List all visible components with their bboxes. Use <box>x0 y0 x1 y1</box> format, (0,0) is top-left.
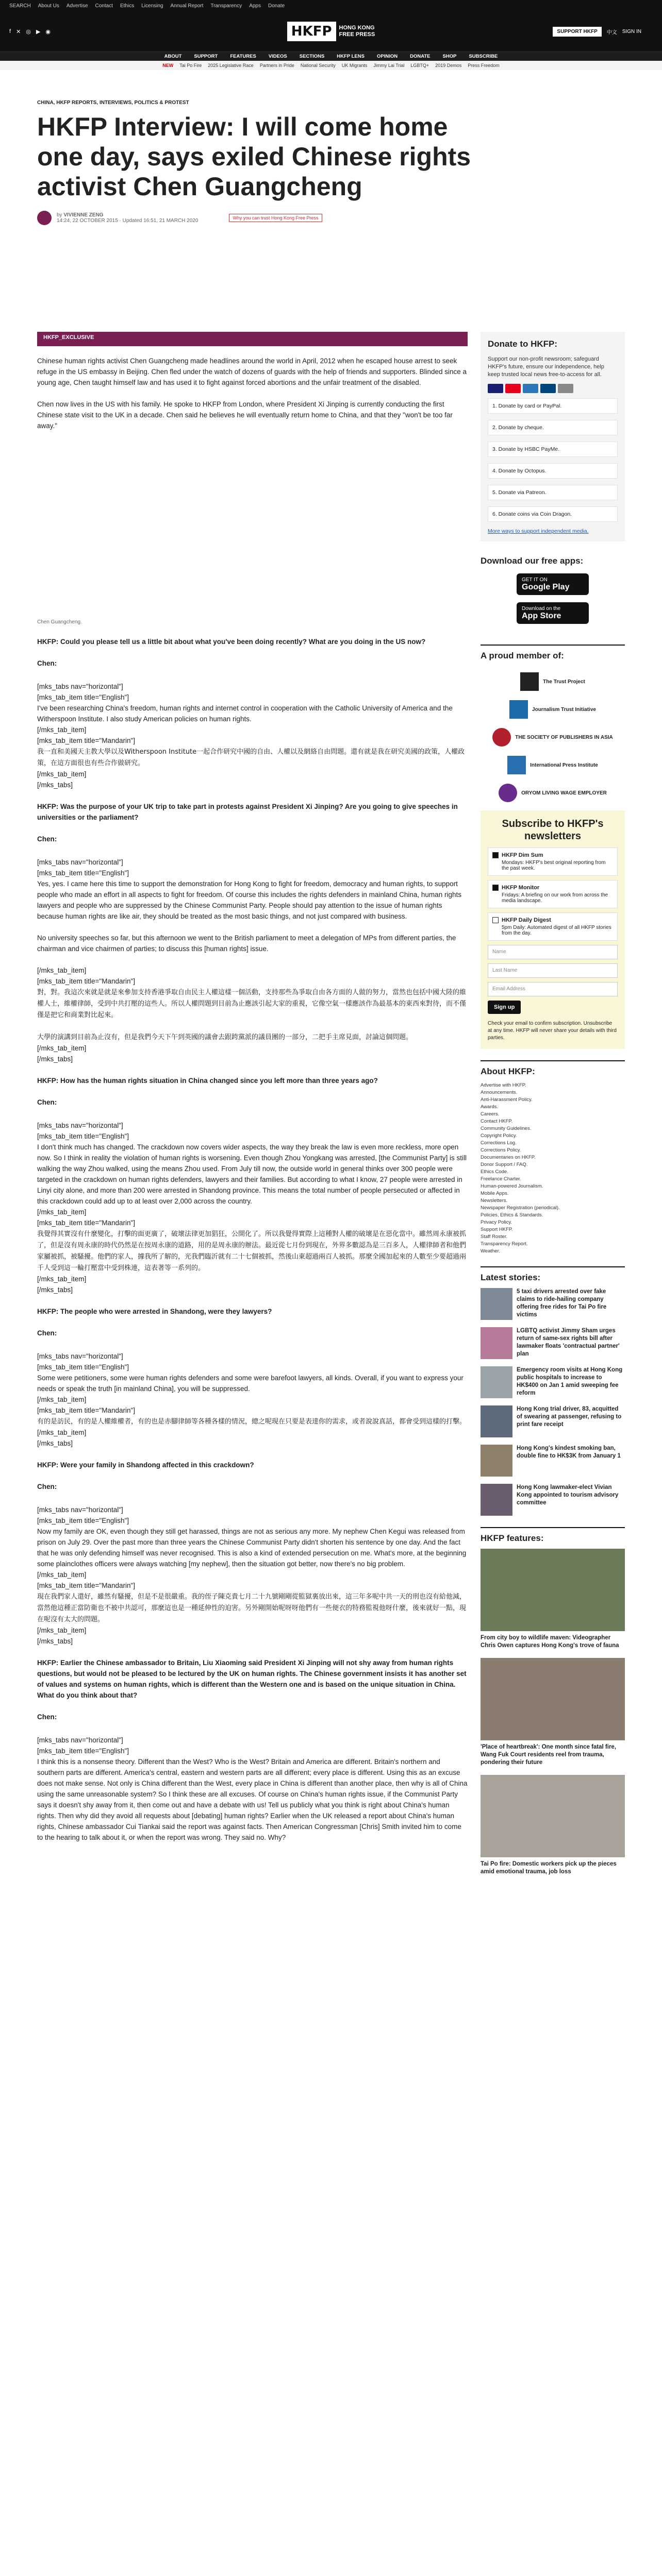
social-icons <box>9 28 51 35</box>
feature-story[interactable]: Tai Po fire: Domestic workers pick up the pieces amid emotional trauma, job loss <box>481 1775 625 1876</box>
site-logo[interactable] <box>287 22 375 41</box>
logo-mark: HKFP <box>287 22 336 41</box>
answer-en: Yes, yes. I came here this time to support the demonstration for Hong Kong to fight for freedom, democracy and human rights, to support people who made an effort in all aspects to fight for freedom. Of course this includes the rights defenders in mainland China, human rights lawyers and people who are suppressed by the Chinese Communist Party. People should pay attention to the issue of human rights because human rights are like air, they should be treated as the most basic things, and not just compared with business. <box>37 880 461 920</box>
shortcode: [mks_tab_item title="English"] <box>37 869 129 877</box>
story-thumbnail <box>481 1484 512 1516</box>
support-hkfp-button[interactable]: SUPPORT HKFP <box>553 27 601 37</box>
twitter-icon[interactable]: ✕ <box>16 28 21 35</box>
newsletter-option[interactable]: HKFP Daily Digest 5pm Daily: Automated digest of all HKFP stories from the day. <box>488 912 618 941</box>
about-link[interactable]: Newsletters. <box>481 1198 508 1204</box>
speaker-label: Chen: <box>37 835 57 843</box>
member-logo[interactable]: The Trust Project <box>481 670 625 693</box>
about-link[interactable]: Weather. <box>481 1248 500 1254</box>
feature-image <box>481 1549 625 1631</box>
nav-subscribe[interactable]: SUBSCRIBE <box>469 54 498 59</box>
story-thumbnail <box>481 1366 512 1398</box>
shortcode: [mks_tab_item title="Mandarin"] <box>37 1406 136 1414</box>
answer-zh: 我覺得其實沒有什麼變化，打擊的面更廣了，破壞法律更加猖狂，公開化了。所以我覺得實際上這種對人權的破壞是在惡化當中。雖然周永康被抓了，但是沒有周永康的時代仍然是在按周永康的道路，用的是周永康的辦法。最近從七月份到現在，外界多數認為是三百多人，人權律師者和他們家屬被抓，被騷擾。他們的家人，據我所了解的，光我們臨沂就有二十七個被抓，然後山東超過兩百人被抓。那麼全國加起來的人數至少要超過兩千人受到這一輪打壓當中受到株連，這表著等一系列的。 <box>37 1230 467 1272</box>
page-wrap <box>37 100 625 1875</box>
shortcode: [/mks_tabs] <box>37 1637 73 1645</box>
about-title: About HKFP: <box>481 1060 625 1077</box>
article-body <box>37 332 468 1854</box>
byline: by VIVIENNE ZENG 14:24, 22 OCTOBER 2015 · Updated 16:51, 21 MARCH 2020 Why you can trust Hong Kong Free Press <box>37 211 625 225</box>
shortcode: [/mks_tab_item] <box>37 1626 87 1634</box>
donate-option[interactable]: 3. Donate by HSBC PayMe. <box>488 442 618 457</box>
answer-zh: 現在我們家人還好，雖然有騷擾，但是不是很嚴重。我的侄子陳克貴七月二十九號剛剛從監獄裏放出來，這三年多呢中共一天的刑也沒有給他減，當然他這種正當防衛也不被中共認可，那麼這也是一種延伸性的迫害。另外剛開始呢呀呀他們有一些便衣的特務監視他呀什麼，後來就好一點，現在呢沒有太大的問題。 <box>37 1593 467 1623</box>
new-badge: NEW <box>162 63 174 68</box>
author-name[interactable]: VIVIENNE ZENG <box>63 212 104 218</box>
question: HKFP: How has the human rights situation in China changed since you left more than three years ago? <box>37 1077 378 1084</box>
about-link[interactable]: Careers. <box>481 1111 500 1117</box>
trending-item[interactable]: Jimmy Lai Trial <box>373 63 405 68</box>
shortcode: [mks_tab_item title="English"] <box>37 1363 129 1371</box>
donate-option[interactable]: 2. Donate by cheque. <box>488 420 618 435</box>
member-logo[interactable]: Journalism Trust Initiative <box>481 698 625 721</box>
shortcode: [/mks_tab_item] <box>37 1429 87 1436</box>
trust-link[interactable]: Why you can trust Hong Kong Free Press <box>229 214 322 222</box>
shortcode: [mks_tab_item title="Mandarin"] <box>37 1582 136 1589</box>
about-link[interactable]: Freelance Charter. <box>481 1176 521 1182</box>
masthead <box>0 11 662 52</box>
trending-item[interactable]: Partners in Pride <box>259 63 294 68</box>
about-link[interactable]: Awards. <box>481 1104 499 1110</box>
main-nav <box>0 52 662 61</box>
shortcode: [mks_tab_item title="English"] <box>37 1517 129 1524</box>
latest-story[interactable]: 5 taxi drivers arrested over fake claims to ride-hailing company offering free rides for Tai Po fire victims <box>481 1288 625 1320</box>
shortcode: [/mks_tabs] <box>37 1439 73 1447</box>
trending-item[interactable]: Press Freedom <box>468 63 500 68</box>
email-field[interactable]: Email Address <box>488 982 618 996</box>
app-store-badge[interactable]: Download on the App Store <box>517 602 589 624</box>
about-link[interactable]: Donor Support / FAQ. <box>481 1162 528 1167</box>
trust-project-icon <box>520 672 539 691</box>
checkbox-icon[interactable] <box>492 917 499 923</box>
latest-story[interactable]: Hong Kong's kindest smoking ban, double fine to HK$3K from January 1 <box>481 1445 625 1477</box>
about-link[interactable]: Copyright Policy. <box>481 1133 517 1139</box>
donate-option[interactable]: 5. Donate via Patreon. <box>488 485 618 500</box>
shortcode: [mks_tabs nav="horizontal"] <box>37 1122 123 1129</box>
sopa-icon <box>492 728 511 747</box>
member-logo[interactable]: THE SOCIETY OF PUBLISHERS IN ASIA <box>481 726 625 749</box>
rss-icon[interactable]: ◉ <box>45 28 51 35</box>
ipi-icon <box>507 756 526 774</box>
shortcode: [mks_tab_item title="Mandarin"] <box>37 1219 136 1227</box>
checkbox-icon[interactable] <box>492 885 499 891</box>
member-logo[interactable]: International Press Institute <box>481 754 625 776</box>
ethics-link[interactable]: Ethics <box>120 3 135 9</box>
about-link[interactable]: Announcements. <box>481 1090 518 1095</box>
nav-shop[interactable]: SHOP <box>442 54 457 59</box>
member-title: A proud member of: <box>481 645 625 661</box>
speaker-label: Chen: <box>37 1483 57 1490</box>
answer-en: Now my family are OK, even though they still get harassed, things are not as serious any more. My nephew Chen Kegui was released from prison on July 29. Over the past more than three years the Chinese Communist Party didn't shorten his sentence by one day. And the fact that he was only defending himself was never recognised. This is also a kind of extended persecution on me. What's more, at the beginning some plainclothes officers were always watching [my nephew], then the situation got better, now there's no big problem. <box>37 1528 467 1568</box>
logo-line-2: FREE PRESS <box>339 31 375 38</box>
shortcode: [mks_tabs nav="horizontal"] <box>37 1352 123 1360</box>
nav-opinion[interactable]: OPINION <box>376 54 398 59</box>
about-link[interactable]: Policies, Ethics & Standards. <box>481 1212 543 1218</box>
visa-icon <box>488 384 503 393</box>
question: HKFP: The people who were arrested in Shandong, were they lawyers? <box>37 1308 272 1315</box>
donate-intro[interactable]: Support our non-profit newsroom; safeguard HKFP's future, ensure our independence, help keep trusted local news free-to-access for all. <box>488 356 604 378</box>
nav-videos[interactable]: VIDEOS <box>268 54 287 59</box>
answer-en: No university speeches so far, but this afternoon we went to the British parliament to meet a delegation of MPs from different parties, the chairman and vice chairmen of parties; to discuss this [human rights] issue. <box>37 934 456 953</box>
story-thumbnail <box>481 1288 512 1320</box>
about-link[interactable]: Ethics Code. <box>481 1169 508 1175</box>
answer-en: Some were petitioners, some were human rights defenders and some were barefoot lawyers, all kinds. Overall, if you want to express your needs or speak the truth [in mainland China], you will be suppressed. <box>37 1374 464 1393</box>
latest-story[interactable]: Hong Kong lawmaker-elect Vivian Kong appointed to tourism advisory committee <box>481 1484 625 1516</box>
trending-item[interactable]: Tai Po Fire <box>179 63 202 68</box>
shortcode: [/mks_tabs] <box>37 781 73 789</box>
speaker-label: Chen: <box>37 1713 57 1721</box>
latest-story[interactable]: Emergency room visits at Hong Kong public hospitals to increase to HK$400 on Jan 1 amid sweeping fee reform <box>481 1366 625 1398</box>
member-logo[interactable]: ORYOM LIVING WAGE EMPLOYER <box>481 782 625 804</box>
story-thumbnail <box>481 1445 512 1477</box>
exclusive-badge: HKFP_EXCLUSIVE <box>37 332 468 343</box>
article-categories[interactable]: CHINA, HKFP REPORTS, INTERVIEWS, POLITICS & PROTEST <box>37 100 189 106</box>
donate-link[interactable]: Donate <box>268 3 285 9</box>
donate-option[interactable]: 6. Donate coins via Coin Dragon. <box>488 506 618 522</box>
trending-item[interactable]: National Security <box>300 63 336 68</box>
newsletter-title: Subscribe to HKFP's newsletters <box>502 818 604 842</box>
donate-option[interactable]: 4. Donate by Octopus. <box>488 463 618 479</box>
checkbox-icon[interactable] <box>492 852 499 858</box>
transparency-link[interactable]: Transparency <box>210 3 242 9</box>
about-section <box>481 1060 625 1255</box>
image-caption: Chen Guangcheng. <box>37 619 82 625</box>
annual-report-link[interactable]: Annual Report <box>170 3 204 9</box>
shortcode: [mks_tabs nav="horizontal"] <box>37 683 123 690</box>
shortcode: [/mks_tabs] <box>37 1286 73 1294</box>
apps-link[interactable]: Apps <box>249 3 261 9</box>
shortcode: [mks_tabs nav="horizontal"] <box>37 1506 123 1514</box>
speaker-label: Chen: <box>37 659 57 667</box>
trending-item[interactable]: 2019 Demos <box>435 63 462 68</box>
more-ways-link[interactable]: More ways to support independent media. <box>488 528 589 534</box>
trending-item[interactable]: UK Migrants <box>341 63 368 68</box>
about-link[interactable]: Mobile Apps. <box>481 1191 509 1196</box>
author-avatar[interactable] <box>37 211 52 225</box>
speaker-label: Chen: <box>37 1098 57 1106</box>
latest-story[interactable]: LGBTQ activist Jimmy Sham urges return of same-sex rights bill after lawmaker floats 'contractual partner' plan <box>481 1327 625 1359</box>
feature-story[interactable]: 'Place of heartbreak': One month since fatal fire, Wang Fuk Court residents reel from trauma, pondering their future <box>481 1658 625 1767</box>
contact-link[interactable]: Contact <box>95 3 113 9</box>
amex-icon <box>523 384 538 393</box>
language-switch[interactable]: 中文 <box>606 29 617 36</box>
search-link[interactable]: SEARCH <box>9 3 31 9</box>
feature-image <box>481 1658 625 1740</box>
answer-en: I don't think much has changed. The crackdown now covers wider aspects, the way they break the law is even more reckless, more open now. So I think in reality the violation of human rights is worsening. Even though Zhou Yongkang was arrested, [the Communist Party] is still walking the way Zhou walked, using the means Zhou used. From July till now, the outside world in general thinks over 300 people were targeted in the crackdown on human rights defenders, lawyers and their families. But according to what I know, 27 people were arrested in Linyi city alone, and more than 200 were arrested in Shandong province. This means the total number of people persecuted or affected in this crackdown could add up to at least over 2,000 across the country. <box>37 1143 467 1205</box>
question: HKFP: Were your family in Shandong affected in this crackdown? <box>37 1461 254 1469</box>
latest-section <box>481 1266 625 1516</box>
trending-bar <box>0 61 662 70</box>
shortcode: [mks_tabs nav="horizontal"] <box>37 858 123 866</box>
answer-zh: 我一直和美國天主教大學以及Witherspoon Institute一起合作研究中國的自由、人權以及網絡自由問題。還有就是我在研究美國的政策，人權政策，在這方面很也有些合作做研究。 <box>37 748 465 767</box>
about-link[interactable]: Newspaper Registration (periodical). <box>481 1205 560 1211</box>
signup-button[interactable]: Sign up <box>488 1001 521 1014</box>
donate-box <box>481 332 625 541</box>
youtube-icon[interactable]: ▶ <box>36 28 41 35</box>
licensing-link[interactable]: Licensing <box>141 3 163 9</box>
features-title: HKFP features: <box>481 1527 625 1544</box>
newsletter-option[interactable]: HKFP Dim Sum Mondays: HKFP's best original reporting from the past week. <box>488 848 618 876</box>
latest-title: Latest stories: <box>481 1266 625 1283</box>
sidebar <box>481 332 625 1884</box>
story-thumbnail <box>481 1405 512 1437</box>
shortcode: [mks_tab_item title="Mandarin"] <box>37 977 136 985</box>
about-link[interactable]: Privacy Policy. <box>481 1219 512 1225</box>
shortcode: [/mks_tab_item] <box>37 770 87 778</box>
facebook-icon[interactable]: f <box>9 28 11 35</box>
about-link[interactable]: Corrections Policy. <box>481 1147 521 1153</box>
donate-option[interactable]: 1. Donate by card or PayPal. <box>488 398 618 414</box>
sign-in-link[interactable]: SIGN IN <box>622 28 641 35</box>
shortcode: [/mks_tab_item] <box>37 1275 87 1283</box>
feature-image <box>481 1775 625 1857</box>
answer-zh: 大學的演講到目前為止沒有，但是我們今天下午到英國的議會去跟跨黨派的議員團的一部分，二把手主席見面，討論這個問題。 <box>37 1033 413 1041</box>
about-link[interactable]: Documentaries on HKFP. <box>481 1155 536 1160</box>
latest-story[interactable]: Hong Kong trial driver, 83, acquitted of swearing at passenger, refusing to print fare receipt <box>481 1405 625 1437</box>
shortcode: [/mks_tab_item] <box>37 1396 87 1403</box>
shortcode: [mks_tab_item title="English"] <box>37 693 129 701</box>
question: HKFP: Earlier the Chinese ambassador to Britain, Liu Xiaoming said President Xi Jinping will not shy away from human rights questions, but would not be pleased to be lectured by the UK on human rights. The Chinese government insists it has another set of values and systems on human rights, which is different than the Western one and is based on the unique situation in China. What do you think about that? <box>37 1659 467 1699</box>
last-name-field[interactable]: Last Name <box>488 963 618 978</box>
nav-about[interactable]: ABOUT <box>164 54 182 59</box>
newsletter-note: Check your email to confirm subscription. Unsubscribe at any time. HKFP will never share your details with third parties. <box>488 1021 617 1041</box>
shortcode: [mks_tabs nav="horizontal"] <box>37 1736 123 1744</box>
intro-paragraph: Chen now lives in the US with his family. He spoke to HKFP from London, where President Xi Jinping is currently conducting the first Chinese state visit to the UK in a decade. Chen said he believes he will eventually return home to China, and that they "won't be too far away." <box>37 400 453 430</box>
shortcode: [/mks_tab_item] <box>37 726 87 734</box>
about-link[interactable]: Anti-Harassment Policy. <box>481 1097 533 1103</box>
feature-story[interactable]: From city boy to wildlife maven: Videographer Chris Owen captures Hong Kong's trove of fauna <box>481 1549 625 1650</box>
unionpay-icon <box>558 384 573 393</box>
donate-title: Donate to HKFP: <box>488 339 558 349</box>
about-link[interactable]: About Us <box>38 3 59 9</box>
apps-title: Download our free apps: <box>481 556 584 566</box>
newsletter-option[interactable]: HKFP Monitor Fridays: A briefing on our work from across the media landscape. <box>488 880 618 908</box>
newsletter-box <box>481 810 625 1049</box>
first-name-field[interactable]: Name <box>488 945 618 959</box>
living-wage-icon <box>499 784 517 802</box>
shortcode: [/mks_tab_item] <box>37 967 87 974</box>
about-link[interactable]: Corrections Log. <box>481 1140 517 1146</box>
about-link[interactable]: Community Guidelines. <box>481 1126 532 1131</box>
shortcode: [/mks_tab_item] <box>37 1044 87 1052</box>
instagram-icon[interactable]: ◎ <box>26 28 31 35</box>
intro-paragraph: Chinese human rights activist Chen Guangcheng made headlines around the world in April, 2012 when he escaped house arrest to seek refuge in the US embassy in Beijing. Chen fled under the watch of dozens of guards with the help of friends and supporters. Blinded since a young age, Chen taught himself law and has used it to fight against forced abortions and the unfair treatment of the disabled. <box>37 357 467 386</box>
shortcode: [mks_tab_item title="English"] <box>37 1747 129 1755</box>
about-link[interactable]: Contact HKFP. <box>481 1118 513 1124</box>
question: HKFP: Was the purpose of your UK trip to take part in protests against President Xi Jinping? Are you going to give speeches in universities or the parliament? <box>37 803 458 821</box>
nav-donate[interactable]: DONATE <box>410 54 431 59</box>
shortcode: [mks_tab_item title="Mandarin"] <box>37 737 136 744</box>
nav-sections[interactable]: SECTIONS <box>299 54 325 59</box>
logo-line-1: HONG KONG <box>339 25 375 31</box>
features-section <box>481 1527 625 1876</box>
google-play-badge[interactable]: GET IT ON Google Play <box>517 573 589 595</box>
shortcode: [/mks_tab_item] <box>37 1208 87 1216</box>
jti-icon <box>509 700 528 719</box>
shortcode: [/mks_tabs] <box>37 1055 73 1063</box>
nav-support[interactable]: SUPPORT <box>194 54 218 59</box>
about-link[interactable]: Support HKFP. <box>481 1227 513 1232</box>
about-link[interactable]: Staff Roster. <box>481 1234 508 1240</box>
answer-zh: 有的是訪民，有的是人權維權者，有的也是赤腳律師等各種各樣的情況，總之呢現在只要是表達你的需求，或者說說真話，都會受到這樣的打擊。 <box>37 1418 467 1426</box>
story-thumbnail <box>481 1327 512 1359</box>
shortcode: [mks_tab_item title="English"] <box>37 1132 129 1140</box>
embedded-media <box>37 442 468 617</box>
article-title: HKFP Interview: I will come home one day, says exiled Chinese rights activist Chen Guangcheng <box>37 112 471 201</box>
nav-lens[interactable]: HKFP LENS <box>337 54 365 59</box>
answer-en: I think this is a nonsense theory. Different than the West? Who is the West? Britain and America are different. Britain's northern and southern parts are different. America's central, eastern and western parts are all different; every place is different. Using this as an excuse does not make sense. Not only is China different than the West, every place in China is different than another place, then why is all of China using the same unreasonable system? So I think these are all excuses. Of course on China's human rights issue, if the Communist Party says it doesn't shy away from it, then come out and have a debate with us! Tell us publicly what you think is right about China's human rights. Then why did they avoid all requests about [debating] human rights? Earlier when the UK released a report about China's human rights, Chinese ambassador Cui Tiankai said the report was against facts. Then American Congressman [Chris] Smith invited him to come to the hearing to talk about it, or when the report was wrong. They said no. Why? <box>37 1758 468 1841</box>
article-dates: 14:24, 22 OCTOBER 2015 · Updated 16:51, 21 MARCH 2020 <box>57 218 198 224</box>
trending-item[interactable]: 2025 Legislative Race <box>208 63 254 68</box>
about-link[interactable]: Advertise with HKFP. <box>481 1082 526 1088</box>
answer-zh: 對，對。我這次來就是就是來參加支持香港爭取自由民主人權這樣一個活動，支持那些為爭取自由各方面的人做的努力，當然也包括中國大陸的維權人士，維權律師，受到中共打壓的這些人。所以人權問題到目前為止應該引起大家的重視，它像空氣一樣應該作為最基本的東西來對待，而不僅僅是把它和商業對比起來。 <box>37 989 467 1019</box>
advertise-link[interactable]: Advertise <box>66 3 88 9</box>
question: HKFP: Could you please tell us a little bit about what you've been doing recently? What are you doing in the US now? <box>37 638 426 646</box>
nav-features[interactable]: FEATURES <box>230 54 256 59</box>
mastercard-icon <box>505 384 521 393</box>
speaker-label: Chen: <box>37 1329 57 1337</box>
shortcode: [/mks_tab_item] <box>37 1571 87 1579</box>
about-link[interactable]: Transparency Report. <box>481 1241 528 1247</box>
trending-item[interactable]: LGBTQ+ <box>410 63 429 68</box>
about-link[interactable]: Human-powered Journalism. <box>481 1183 543 1189</box>
answer-en: I've been researching China's freedom, human rights and internet control in cooperation with the Catholic University of America and the Witherspoon Institute. I also study American policies on human rights. <box>37 704 453 723</box>
paypal-icon <box>540 384 556 393</box>
payment-icons <box>488 384 618 393</box>
top-utility-bar <box>0 0 662 11</box>
